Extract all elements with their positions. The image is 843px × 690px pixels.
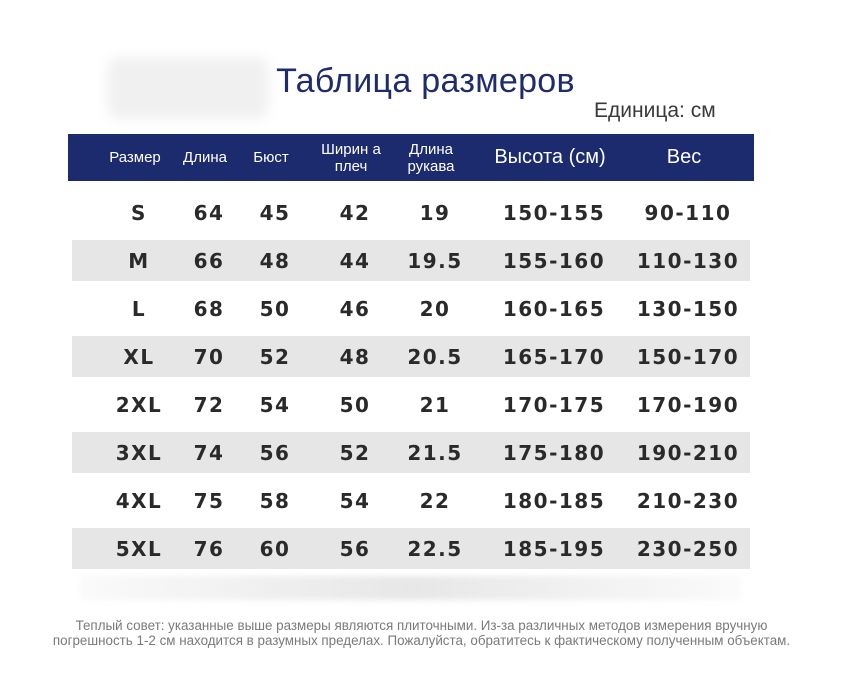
cell-length: 74 — [193, 440, 225, 465]
cell-sleeve-length: 20 — [419, 296, 451, 321]
cell-height: 185-195 — [502, 536, 606, 561]
cell-length: 68 — [193, 296, 225, 321]
cell-size: M — [128, 248, 150, 273]
cell-sleeve-length: 22.5 — [407, 536, 463, 561]
table-row — [72, 192, 750, 233]
cell-shoulder-width: 54 — [339, 488, 371, 513]
cell-bust: 56 — [259, 440, 291, 465]
cell-height: 155-160 — [502, 248, 606, 273]
cell-size: L — [131, 296, 147, 321]
cell-length: 75 — [193, 488, 225, 513]
cell-weight: 110-130 — [636, 248, 740, 273]
cell-weight: 150-170 — [636, 344, 740, 369]
cell-sleeve-length: 19 — [419, 200, 451, 225]
header-sleeve-length: Длина рукава — [407, 140, 455, 175]
cell-bust: 58 — [259, 488, 291, 513]
blurred-footer-strip — [80, 576, 740, 600]
header-length: Длина — [183, 149, 227, 166]
cell-bust: 54 — [259, 392, 291, 417]
table-header — [68, 134, 754, 181]
table-row — [72, 528, 750, 569]
table-row — [72, 384, 750, 425]
cell-sleeve-length: 19.5 — [407, 248, 463, 273]
cell-weight: 230-250 — [636, 536, 740, 561]
measurement-note: Теплый совет: указанные выше размеры являются плиточными. Из-за различных методов измерения вручную погрешность 1-2 см находится в разумных пределах. Пожалуйста, обратитесь к фактическому полученным объектам. — [52, 618, 791, 648]
table-row — [72, 336, 750, 377]
cell-weight: 210-230 — [636, 488, 740, 513]
cell-size: 5XL — [115, 536, 163, 561]
cell-height: 170-175 — [502, 392, 606, 417]
cell-sleeve-length: 21.5 — [407, 440, 463, 465]
header-height: Высота (см) — [494, 146, 606, 168]
cell-size: S — [131, 200, 147, 225]
cell-shoulder-width: 46 — [339, 296, 371, 321]
cell-sleeve-length: 20.5 — [407, 344, 463, 369]
cell-shoulder-width: 50 — [339, 392, 371, 417]
cell-shoulder-width: 48 — [339, 344, 371, 369]
cell-length: 72 — [193, 392, 225, 417]
table-row — [72, 240, 750, 281]
cell-shoulder-width: 42 — [339, 200, 371, 225]
table-row — [72, 480, 750, 521]
cell-height: 175-180 — [502, 440, 606, 465]
cell-sleeve-length: 21 — [419, 392, 451, 417]
cell-shoulder-width: 56 — [339, 536, 371, 561]
header-size: Размер — [109, 149, 161, 166]
cell-height: 165-170 — [502, 344, 606, 369]
cell-shoulder-width: 44 — [339, 248, 371, 273]
cell-height: 180-185 — [502, 488, 606, 513]
cell-height: 160-165 — [502, 296, 606, 321]
table-row — [72, 432, 750, 473]
cell-weight: 130-150 — [636, 296, 740, 321]
cell-sleeve-length: 22 — [419, 488, 451, 513]
table-row — [72, 288, 750, 329]
cell-weight: 90-110 — [644, 200, 732, 225]
cell-shoulder-width: 52 — [339, 440, 371, 465]
page-title: Таблица размеров — [276, 62, 575, 100]
cell-size: 3XL — [115, 440, 163, 465]
header-weight: Вес — [666, 146, 702, 168]
cell-size: 4XL — [115, 488, 163, 513]
cell-bust: 48 — [259, 248, 291, 273]
cell-size: XL — [123, 344, 155, 369]
cell-bust: 45 — [259, 200, 291, 225]
header-shoulder-width: Ширин а плеч — [321, 140, 381, 175]
cell-length: 76 — [193, 536, 225, 561]
cell-weight: 170-190 — [636, 392, 740, 417]
cell-bust: 50 — [259, 296, 291, 321]
cell-size: 2XL — [115, 392, 163, 417]
header-bust: Бюст — [253, 149, 289, 166]
unit-label: Единица: см — [594, 99, 716, 122]
cell-length: 70 — [193, 344, 225, 369]
cell-length: 64 — [193, 200, 225, 225]
cell-bust: 60 — [259, 536, 291, 561]
cell-weight: 190-210 — [636, 440, 740, 465]
cell-length: 66 — [193, 248, 225, 273]
cell-bust: 52 — [259, 344, 291, 369]
cell-height: 150-155 — [502, 200, 606, 225]
